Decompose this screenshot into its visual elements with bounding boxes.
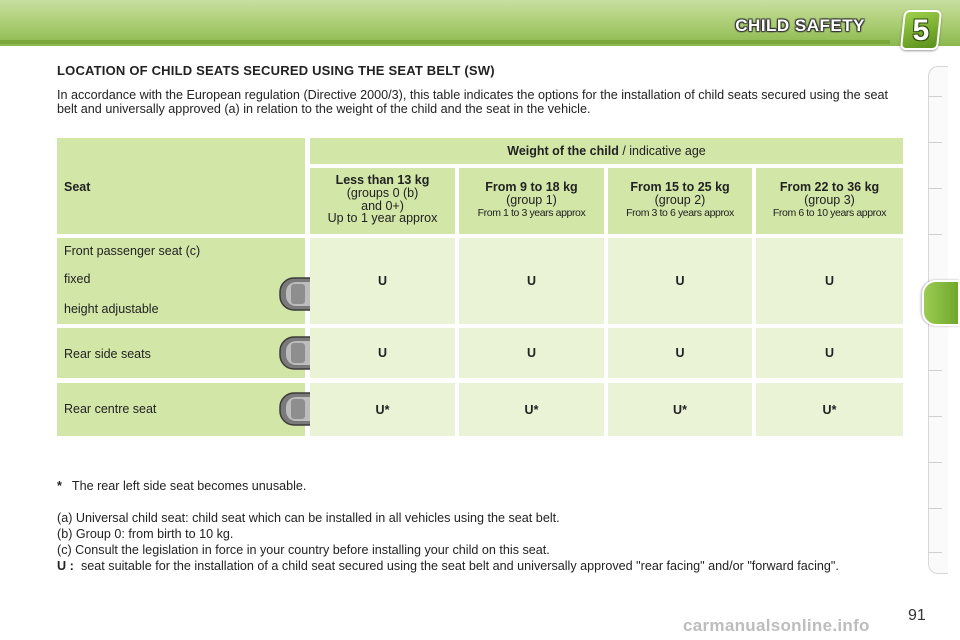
column-group: (group 1): [506, 193, 557, 207]
weight-header-rest: / indicative age: [618, 144, 706, 158]
seat-label: Front passenger seat (c): [64, 244, 201, 258]
tab-divider: [928, 552, 942, 553]
column-header-group-3: [756, 168, 903, 234]
chapter-number-badge: [900, 10, 942, 50]
intro-paragraph: In accordance with the European regulation (Directive 2000/3), this table indicates the options for the installation of child seats secured using the seat belt and universally approved (a) in relation to the weight of the child and the seat in the vehicle.: [57, 88, 888, 116]
table-cell: U: [756, 238, 903, 324]
watermark: carmanualsonline.info: [683, 616, 870, 635]
table-cell: U*: [608, 383, 752, 436]
seat-header-label: Seat: [64, 180, 91, 194]
column-weight: From 15 to 25 kg: [630, 180, 730, 194]
table-cell: U: [310, 328, 455, 378]
footnote-a: (a) Universal child seat: child seat which can be installed in all vehicles using the seat belt.: [57, 511, 560, 525]
seat-label: Rear side seats: [64, 347, 151, 361]
seat-sub-label-fixed: fixed: [64, 272, 91, 286]
table-cell: U*: [459, 383, 604, 436]
section-title: LOCATION OF CHILD SEATS SECURED USING THE SEAT BELT (SW): [57, 63, 495, 78]
tab-divider: [928, 188, 942, 189]
table-cell: U: [608, 238, 752, 324]
footnote-u-text: seat suitable for the installation of a child seat secured using the seat belt and universally approved "rear facing" and/or "forward facing".: [81, 559, 839, 573]
tab-divider: [928, 370, 942, 371]
header-stripe: [0, 40, 890, 44]
active-chapter-tab[interactable]: [922, 280, 960, 326]
column-weight: From 9 to 18 kg: [485, 180, 578, 194]
table-cell: U: [608, 328, 752, 378]
weight-header-bold: Weight of the child: [507, 144, 619, 158]
tab-divider: [928, 142, 942, 143]
footnote-b: (b) Group 0: from birth to 10 kg.: [57, 527, 234, 541]
column-age: From 3 to 6 years approx: [626, 207, 734, 219]
tab-divider: [928, 508, 942, 509]
column-header-group-1: [459, 168, 604, 234]
footnote-star-text: The rear left side seat becomes unusable.: [71, 479, 307, 493]
column-weight: From 22 to 36 kg: [779, 180, 880, 194]
tab-divider: [928, 416, 942, 417]
column-age: Up to 1 year approx: [327, 211, 438, 225]
tab-divider: [928, 462, 942, 463]
table-cell: U*: [310, 383, 455, 436]
seat-column-header: [57, 138, 305, 234]
tab-divider: [928, 234, 942, 235]
tab-divider: [928, 96, 942, 97]
table-row-rear-side-seats: [57, 328, 305, 378]
seat-sub-label-height-adjustable: height adjustable: [64, 302, 159, 316]
table-cell: U: [459, 328, 604, 378]
column-header-group-2: [608, 168, 752, 234]
column-age: From 6 to 10 years approx: [772, 207, 887, 219]
column-group-cont: and 0+): [361, 198, 404, 213]
chapter-title: CHILD SAFETY: [735, 16, 865, 35]
seat-label: Rear centre seat: [64, 402, 157, 416]
chapter-number: 5: [912, 14, 930, 47]
table-cell: U*: [756, 383, 903, 436]
weight-header: [310, 138, 903, 164]
column-weight: Less than 13 kg: [335, 173, 430, 187]
footnote-star: [57, 479, 306, 493]
table-cell: U: [756, 328, 903, 378]
table-row-rear-centre-seat: [57, 383, 305, 436]
footnote-u-label: U :: [57, 559, 74, 573]
column-group: (group 3): [804, 193, 855, 207]
page-number: 91: [908, 607, 926, 624]
column-group: (groups 0 (b): [346, 186, 419, 200]
table-row-front-passenger-seat: [57, 238, 305, 324]
column-age: From 1 to 3 years approx: [477, 207, 586, 219]
table-cell: U: [459, 238, 604, 324]
table-cell: U: [310, 238, 455, 324]
column-header-group-0: [310, 168, 455, 234]
footnote-c: (c) Consult the legislation in force in your country before installing your child on this seat.: [57, 543, 550, 557]
footnote-star-mark: *: [57, 479, 62, 493]
footnote-u: [57, 559, 907, 573]
column-group: (group 2): [654, 193, 706, 207]
